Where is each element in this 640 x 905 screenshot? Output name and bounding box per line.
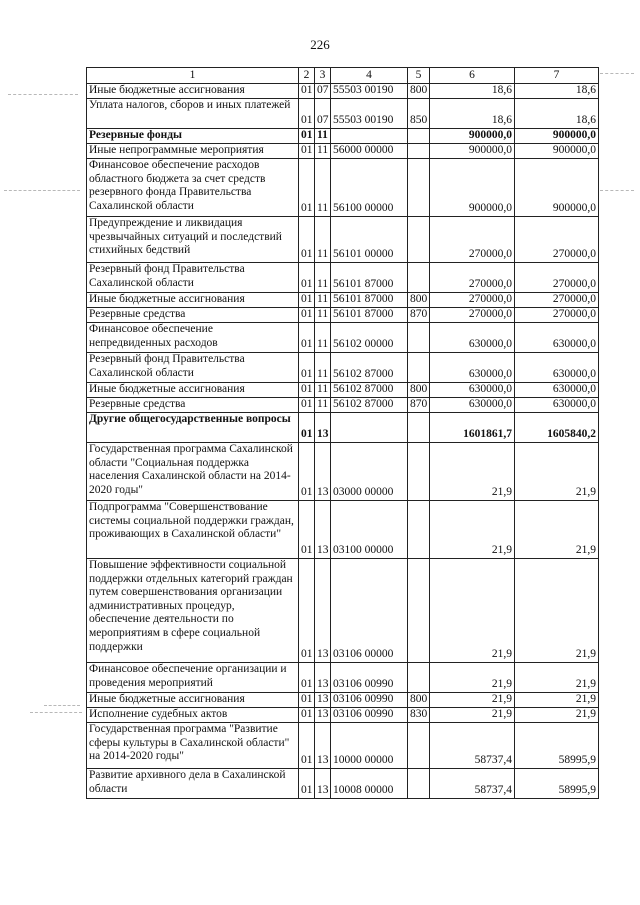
table-row [87, 383, 599, 398]
row-amount-year2-cell: 21,9 [515, 663, 599, 693]
table-row [87, 293, 599, 308]
table-row [87, 501, 599, 559]
row-amount-year2-cell: 630000,0 [515, 398, 599, 413]
row-amount-year1-cell: 270000,0 [430, 293, 515, 308]
row-subsection-cell: 13 [315, 708, 331, 723]
table-row [87, 144, 599, 159]
row-subsection-cell: 11 [315, 159, 331, 217]
scan-artifact-line [30, 712, 82, 713]
row-amount-year1-cell: 900000,0 [430, 144, 515, 159]
row-subsection-cell: 13 [315, 443, 331, 501]
row-section-cell: 01 [299, 769, 315, 799]
row-target-article-cell: 10000 00000 [331, 723, 408, 769]
row-amount-year2-cell: 630000,0 [515, 323, 599, 353]
row-section-cell: 01 [299, 443, 315, 501]
row-section-cell: 01 [299, 217, 315, 263]
row-amount-year2-cell: 900000,0 [515, 159, 599, 217]
row-amount-year2-cell: 58995,9 [515, 723, 599, 769]
row-amount-year1-cell: 270000,0 [430, 308, 515, 323]
row-target-article-cell [331, 129, 408, 144]
table-row [87, 708, 599, 723]
row-target-article-cell: 56101 87000 [331, 293, 408, 308]
row-section-cell: 01 [299, 353, 315, 383]
row-expense-type-cell [408, 443, 430, 501]
row-subsection-cell: 11 [315, 383, 331, 398]
row-amount-year1-cell: 630000,0 [430, 398, 515, 413]
row-name-cell: Иные бюджетные ассигнования [87, 84, 299, 99]
row-name-cell: Резервный фонд Правительства Сахалинской области [87, 353, 299, 383]
row-name-cell: Государственная программа "Развитие сферы культуры в Сахалинской области" на 2014-2020 годы" [87, 723, 299, 769]
header-cell-4: 4 [331, 68, 408, 84]
row-amount-year2-cell: 21,9 [515, 693, 599, 708]
row-expense-type-cell: 830 [408, 708, 430, 723]
row-expense-type-cell: 870 [408, 308, 430, 323]
header-cell-1: 1 [87, 68, 299, 84]
row-subsection-cell: 13 [315, 723, 331, 769]
row-target-article-cell: 56102 87000 [331, 383, 408, 398]
row-name-cell: Резервные средства [87, 398, 299, 413]
row-target-article-cell: 56102 87000 [331, 353, 408, 383]
row-subsection-cell: 07 [315, 84, 331, 99]
row-amount-year1-cell: 21,9 [430, 663, 515, 693]
row-expense-type-cell [408, 323, 430, 353]
row-name-cell: Иные бюджетные ассигнования [87, 383, 299, 398]
row-amount-year2-cell: 58995,9 [515, 769, 599, 799]
row-subsection-cell: 13 [315, 501, 331, 559]
row-expense-type-cell [408, 723, 430, 769]
scan-artifact-line [600, 190, 634, 191]
row-amount-year1-cell: 21,9 [430, 501, 515, 559]
row-amount-year1-cell: 630000,0 [430, 383, 515, 398]
table-row [87, 353, 599, 383]
row-amount-year1-cell: 21,9 [430, 559, 515, 663]
row-amount-year2-cell: 270000,0 [515, 293, 599, 308]
row-target-article-cell: 03106 00990 [331, 708, 408, 723]
budget-table-body [87, 68, 599, 799]
row-amount-year1-cell: 21,9 [430, 708, 515, 723]
row-section-cell: 01 [299, 723, 315, 769]
row-expense-type-cell [408, 501, 430, 559]
row-amount-year2-cell: 21,9 [515, 708, 599, 723]
row-section-cell: 01 [299, 159, 315, 217]
row-name-cell: Исполнение судебных актов [87, 708, 299, 723]
row-name-cell: Развитие архивного дела в Сахалинской области [87, 769, 299, 799]
row-target-article-cell: 10008 00000 [331, 769, 408, 799]
row-amount-year2-cell: 270000,0 [515, 263, 599, 293]
row-amount-year2-cell: 1605840,2 [515, 413, 599, 443]
row-subsection-cell: 11 [315, 293, 331, 308]
row-section-cell: 01 [299, 84, 315, 99]
row-section-cell: 01 [299, 383, 315, 398]
row-name-cell: Уплата налогов, сборов и иных платежей [87, 99, 299, 129]
row-target-article-cell: 55503 00190 [331, 99, 408, 129]
header-cell-7: 7 [515, 68, 599, 84]
row-expense-type-cell: 800 [408, 383, 430, 398]
row-target-article-cell: 56100 00000 [331, 159, 408, 217]
page-number: 226 [310, 37, 330, 52]
row-expense-type-cell [408, 663, 430, 693]
row-name-cell: Резервные средства [87, 308, 299, 323]
table-row [87, 129, 599, 144]
table-row [87, 308, 599, 323]
row-amount-year2-cell: 21,9 [515, 559, 599, 663]
row-expense-type-cell [408, 353, 430, 383]
row-target-article-cell [331, 413, 408, 443]
header-cell-2: 2 [299, 68, 315, 84]
row-subsection-cell: 11 [315, 308, 331, 323]
row-expense-type-cell [408, 159, 430, 217]
row-expense-type-cell: 870 [408, 398, 430, 413]
scan-artifact-line [4, 190, 80, 191]
row-name-cell: Иные бюджетные ассигнования [87, 293, 299, 308]
table-row [87, 693, 599, 708]
row-target-article-cell: 03106 00990 [331, 663, 408, 693]
row-expense-type-cell: 800 [408, 693, 430, 708]
row-amount-year1-cell: 900000,0 [430, 129, 515, 144]
table-row [87, 263, 599, 293]
scan-artifact-line [44, 705, 80, 706]
row-amount-year1-cell: 18,6 [430, 84, 515, 99]
row-expense-type-cell [408, 217, 430, 263]
table-row [87, 663, 599, 693]
table-row [87, 398, 599, 413]
scan-artifact-line [8, 94, 78, 95]
row-target-article-cell: 56000 00000 [331, 144, 408, 159]
row-expense-type-cell [408, 129, 430, 144]
row-name-cell: Иные непрограммные мероприятия [87, 144, 299, 159]
row-amount-year1-cell: 630000,0 [430, 353, 515, 383]
row-amount-year1-cell: 18,6 [430, 99, 515, 129]
row-name-cell: Финансовое обеспечение расходов областного бюджета за счет средств резервного фонда Правительства Сахалинской области [87, 159, 299, 217]
table-row [87, 413, 599, 443]
row-section-cell: 01 [299, 559, 315, 663]
table-row [87, 84, 599, 99]
row-name-cell: Финансовое обеспечение организации и проведения мероприятий [87, 663, 299, 693]
row-expense-type-cell [408, 263, 430, 293]
row-amount-year1-cell: 21,9 [430, 443, 515, 501]
row-section-cell: 01 [299, 144, 315, 159]
row-amount-year2-cell: 630000,0 [515, 353, 599, 383]
row-target-article-cell: 56101 00000 [331, 217, 408, 263]
row-name-cell: Иные бюджетные ассигнования [87, 693, 299, 708]
row-section-cell: 01 [299, 308, 315, 323]
row-name-cell: Подпрограмма "Совершенствование системы социальной поддержки граждан, проживающих в Сахалинской области" [87, 501, 299, 559]
header-cell-5: 5 [408, 68, 430, 84]
table-row [87, 443, 599, 501]
row-name-cell: Повышение эффективности социальной поддержки отдельных категорий граждан путем совершенствования организации административных процедур, обеспечение деятельности по мероприятиям в сфере социальной поддержки [87, 559, 299, 663]
row-amount-year1-cell: 21,9 [430, 693, 515, 708]
row-target-article-cell: 56101 87000 [331, 308, 408, 323]
row-amount-year2-cell: 270000,0 [515, 217, 599, 263]
row-target-article-cell: 56102 00000 [331, 323, 408, 353]
table-row [87, 99, 599, 129]
row-target-article-cell: 03106 00990 [331, 693, 408, 708]
row-amount-year2-cell: 18,6 [515, 99, 599, 129]
row-name-cell: Резервные фонды [87, 129, 299, 144]
row-subsection-cell: 13 [315, 693, 331, 708]
row-subsection-cell: 11 [315, 323, 331, 353]
row-target-article-cell: 03100 00000 [331, 501, 408, 559]
row-amount-year2-cell: 21,9 [515, 443, 599, 501]
row-subsection-cell: 11 [315, 129, 331, 144]
row-target-article-cell: 55503 00190 [331, 84, 408, 99]
row-section-cell: 01 [299, 413, 315, 443]
table-row [87, 559, 599, 663]
row-expense-type-cell [408, 144, 430, 159]
row-amount-year2-cell: 630000,0 [515, 383, 599, 398]
row-section-cell: 01 [299, 263, 315, 293]
row-subsection-cell: 13 [315, 413, 331, 443]
row-section-cell: 01 [299, 99, 315, 129]
row-expense-type-cell [408, 559, 430, 663]
row-subsection-cell: 11 [315, 217, 331, 263]
row-name-cell: Государственная программа Сахалинской области "Социальная поддержка населения Сахалинской области на 2014-2020 годы" [87, 443, 299, 501]
row-subsection-cell: 11 [315, 398, 331, 413]
row-subsection-cell: 07 [315, 99, 331, 129]
row-expense-type-cell: 800 [408, 293, 430, 308]
row-section-cell: 01 [299, 663, 315, 693]
row-amount-year1-cell: 1601861,7 [430, 413, 515, 443]
row-section-cell: 01 [299, 129, 315, 144]
row-subsection-cell: 13 [315, 769, 331, 799]
row-section-cell: 01 [299, 293, 315, 308]
table-header-row [87, 68, 599, 84]
row-subsection-cell: 13 [315, 559, 331, 663]
row-amount-year1-cell: 630000,0 [430, 323, 515, 353]
row-amount-year2-cell: 900000,0 [515, 144, 599, 159]
row-section-cell: 01 [299, 323, 315, 353]
table-row [87, 723, 599, 769]
row-expense-type-cell [408, 769, 430, 799]
scan-artifact-line [600, 73, 634, 74]
row-amount-year1-cell: 58737,4 [430, 723, 515, 769]
row-section-cell: 01 [299, 693, 315, 708]
row-subsection-cell: 13 [315, 663, 331, 693]
row-section-cell: 01 [299, 398, 315, 413]
row-amount-year2-cell: 18,6 [515, 84, 599, 99]
row-expense-type-cell [408, 413, 430, 443]
row-target-article-cell: 03106 00000 [331, 559, 408, 663]
row-name-cell: Финансовое обеспечение непредвиденных расходов [87, 323, 299, 353]
row-amount-year2-cell: 900000,0 [515, 129, 599, 144]
table-row [87, 769, 599, 799]
row-target-article-cell: 03000 00000 [331, 443, 408, 501]
row-section-cell: 01 [299, 501, 315, 559]
header-cell-3: 3 [315, 68, 331, 84]
row-amount-year1-cell: 270000,0 [430, 217, 515, 263]
row-name-cell: Резервный фонд Правительства Сахалинской области [87, 263, 299, 293]
budget-table [86, 67, 599, 799]
table-row [87, 159, 599, 217]
row-target-article-cell: 56102 87000 [331, 398, 408, 413]
row-amount-year1-cell: 270000,0 [430, 263, 515, 293]
row-name-cell: Предупреждение и ликвидация чрезвычайных ситуаций и последствий стихийных бедствий [87, 217, 299, 263]
row-subsection-cell: 11 [315, 353, 331, 383]
row-name-cell: Другие общегосударственные вопросы [87, 413, 299, 443]
row-target-article-cell: 56101 87000 [331, 263, 408, 293]
row-subsection-cell: 11 [315, 144, 331, 159]
table-row [87, 323, 599, 353]
row-subsection-cell: 11 [315, 263, 331, 293]
row-amount-year1-cell: 900000,0 [430, 159, 515, 217]
header-cell-6: 6 [430, 68, 515, 84]
table-row [87, 217, 599, 263]
row-expense-type-cell: 850 [408, 99, 430, 129]
row-expense-type-cell: 800 [408, 84, 430, 99]
row-section-cell: 01 [299, 708, 315, 723]
row-amount-year1-cell: 58737,4 [430, 769, 515, 799]
row-amount-year2-cell: 270000,0 [515, 308, 599, 323]
row-amount-year2-cell: 21,9 [515, 501, 599, 559]
